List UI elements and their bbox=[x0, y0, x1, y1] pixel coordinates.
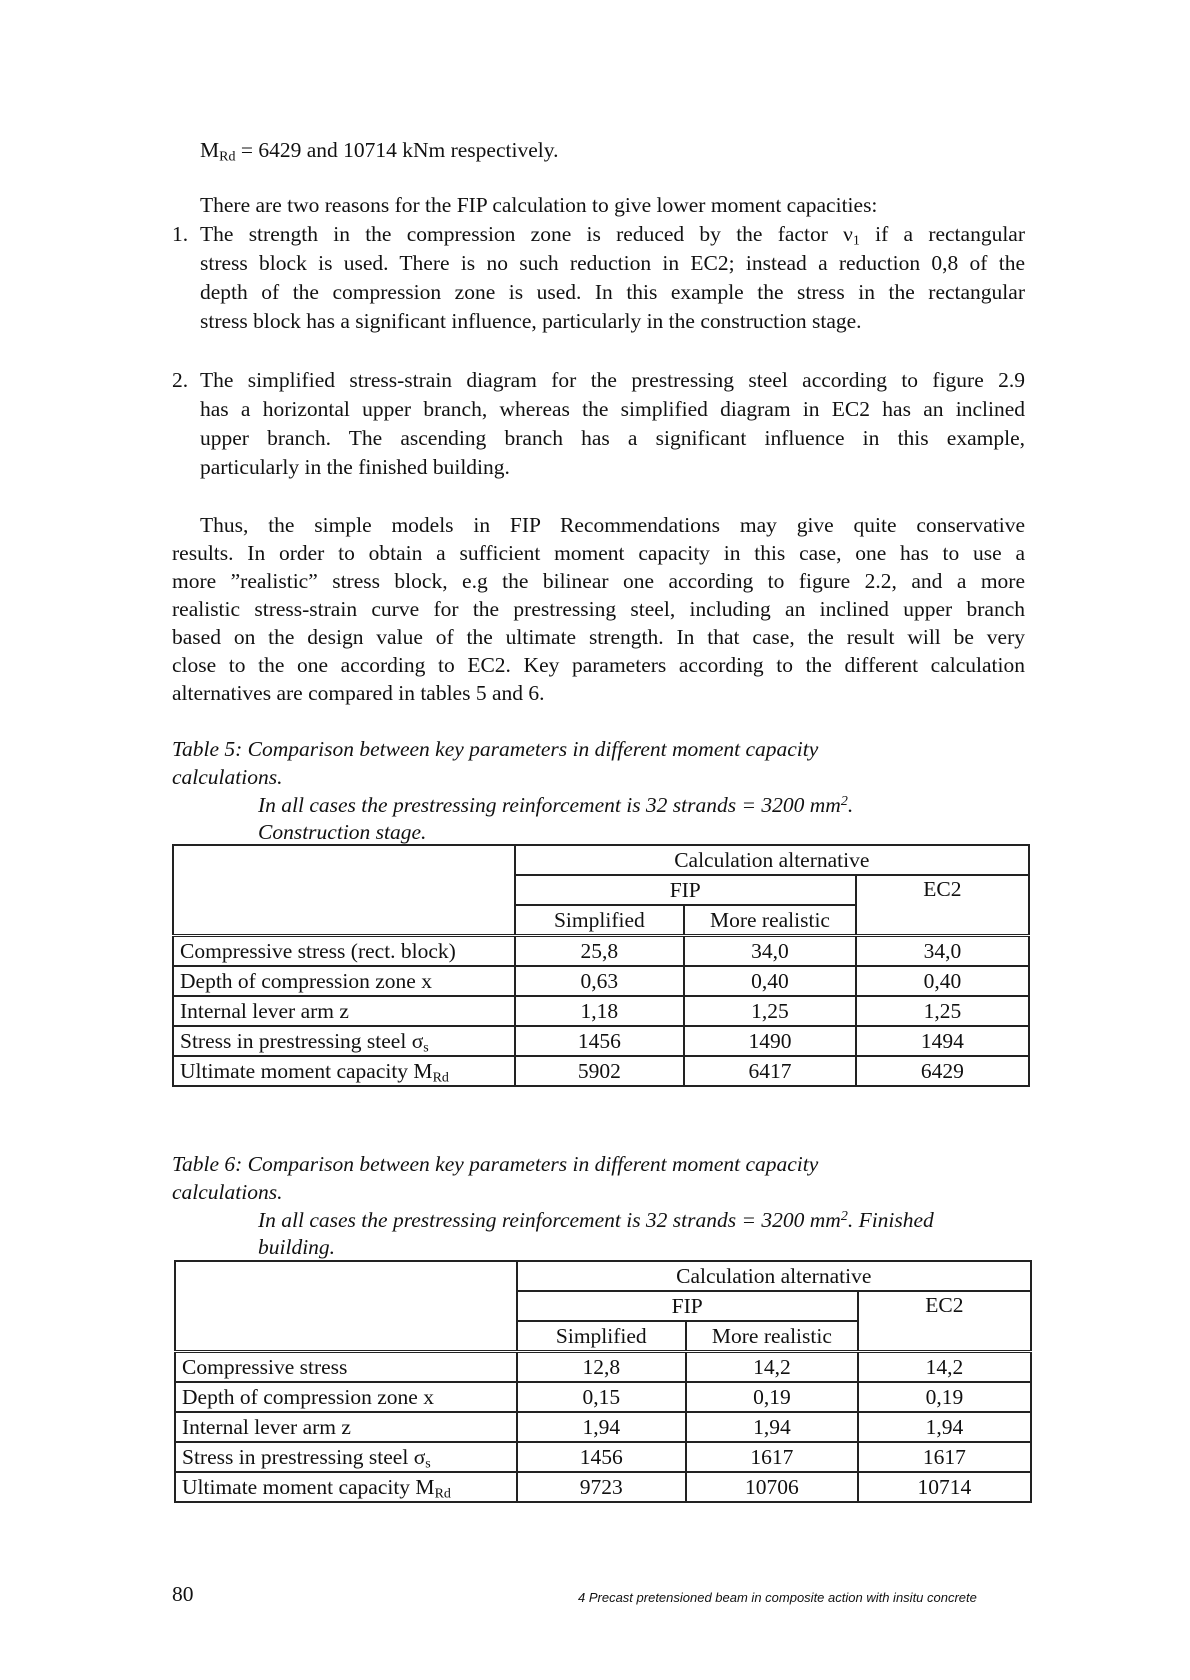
table-row bbox=[175, 1472, 1031, 1502]
table6-header-realistic: More realistic bbox=[686, 1321, 858, 1352]
value-realistic: 10706 bbox=[686, 1472, 858, 1502]
list-marker-1: 1. bbox=[172, 222, 189, 246]
thus-paragraph-line-2: results. In order to obtain a sufficient moment capacity in this case, one has to use a bbox=[172, 541, 1025, 565]
thus-paragraph-line-3: more ”realistic” stress block, e.g the bilinear one according to figure 2.2, and a more bbox=[172, 569, 1025, 593]
table-row bbox=[175, 1382, 1031, 1412]
value-realistic: 6417 bbox=[684, 1056, 856, 1086]
table5-corner-cell bbox=[173, 845, 515, 936]
table5-caption-line-3: In all cases the prestressing reinforcement is 32 strands = 3200 $mm^2$. bbox=[258, 793, 854, 817]
list-item-2-line-4: particularly in the finished building. bbox=[200, 455, 510, 479]
table-row bbox=[173, 966, 1029, 996]
thus-paragraph-line-1: Thus, the simple models in FIP Recommendations may give quite conservative bbox=[200, 513, 1025, 537]
table6-corner-cell bbox=[175, 1261, 517, 1352]
value-realistic: 34,0 bbox=[684, 936, 856, 967]
value-simplified: 5902 bbox=[515, 1056, 685, 1086]
value-realistic: 1,94 bbox=[686, 1412, 858, 1442]
value-simplified: 0,63 bbox=[515, 966, 685, 996]
table-row bbox=[175, 1442, 1031, 1472]
thus-paragraph-line-6: close to the one according to EC2. Key parameters according to the different calculation bbox=[172, 653, 1025, 677]
list-item-2-line-2: has a horizontal upper branch, whereas the simplified diagram in EC2 has an inclined bbox=[200, 397, 1025, 421]
table6-caption-line-2: calculations. bbox=[172, 1180, 283, 1204]
value-realistic: 14,2 bbox=[686, 1352, 858, 1383]
value-ec2: 10714 bbox=[858, 1472, 1031, 1502]
table-row bbox=[173, 996, 1029, 1026]
thus-paragraph-line-4: realistic stress-strain curve for the prestressing steel, including an inclined upper branch bbox=[172, 597, 1025, 621]
table5 bbox=[172, 844, 1030, 1087]
table5-caption-line-2: calculations. bbox=[172, 765, 283, 789]
table6-caption-line-4: building. bbox=[258, 1235, 336, 1259]
row-label: Depth of compression zone x bbox=[175, 1382, 517, 1412]
list-item-2-line-3: upper branch. The ascending branch has a significant influence in this example, bbox=[200, 426, 1025, 450]
thus-paragraph-line-5: based on the design value of the ultimate strength. In that case, the result will be very bbox=[172, 625, 1025, 649]
table-row bbox=[173, 1056, 1029, 1086]
table6-caption-line-1: Table 6: Comparison between key parameters in different moment capacity bbox=[172, 1152, 819, 1176]
value-realistic: 0,40 bbox=[684, 966, 856, 996]
value-realistic: 1,25 bbox=[684, 996, 856, 1026]
table5-header-ec2: EC2 bbox=[856, 875, 1029, 936]
page-number: 80 bbox=[172, 1582, 194, 1606]
row-label: Ultimate moment capacity $M_{Rd}$ bbox=[173, 1056, 515, 1086]
table-row bbox=[175, 1352, 1031, 1383]
row-label: Internal lever arm z bbox=[175, 1412, 517, 1442]
row-label: Compressive stress bbox=[175, 1352, 517, 1383]
table5-caption-line-1: Table 5: Comparison between key parameters in different moment capacity bbox=[172, 737, 819, 761]
value-ec2: 34,0 bbox=[856, 936, 1029, 967]
value-ec2: 1617 bbox=[858, 1442, 1031, 1472]
value-simplified: 9723 bbox=[517, 1472, 687, 1502]
table-row bbox=[173, 1026, 1029, 1056]
value-realistic: 1617 bbox=[686, 1442, 858, 1472]
table6-header-fip: FIP bbox=[517, 1291, 858, 1321]
table6-header-simplified: Simplified bbox=[517, 1321, 687, 1352]
list-item-1-line-4: stress block has a significant influence, particularly in the construction stage. bbox=[200, 309, 862, 333]
reasons-lead: There are two reasons for the FIP calculation to give lower moment capacities: bbox=[200, 193, 878, 217]
value-ec2: 1494 bbox=[856, 1026, 1029, 1056]
value-simplified: 1,94 bbox=[517, 1412, 687, 1442]
value-realistic: 0,19 bbox=[686, 1382, 858, 1412]
list-item-1-line-1: The strength in the compression zone is reduced by the factor $\nu_1$ if a rectangular bbox=[200, 222, 1026, 249]
value-realistic: 1490 bbox=[684, 1026, 856, 1056]
list-item-1-line-2: stress block is used. There is no such reduction in EC2; instead a reduction 0,8 of the bbox=[200, 251, 1025, 275]
value-simplified: 1456 bbox=[517, 1442, 687, 1472]
row-label: Compressive stress (rect. block) bbox=[173, 936, 515, 967]
value-simplified: 25,8 bbox=[515, 936, 685, 967]
table5-header-simplified: Simplified bbox=[515, 905, 685, 936]
row-label: Stress in prestressing steel $\sigma_s$ bbox=[175, 1442, 517, 1472]
table6-caption-line-3: In all cases the prestressing reinforcement is 32 strands = 3200 $mm^2$. Finished bbox=[258, 1208, 934, 1232]
value-ec2: 14,2 bbox=[858, 1352, 1031, 1383]
table6-header-ec2: EC2 bbox=[858, 1291, 1031, 1352]
row-label: Stress in prestressing steel $\sigma_s$ bbox=[173, 1026, 515, 1056]
table6-header-group: Calculation alternative bbox=[517, 1261, 1031, 1291]
table5-header-fip: FIP bbox=[515, 875, 856, 905]
running-title: 4 Precast pretensioned beam in composite action with insitu concrete bbox=[578, 1590, 977, 1605]
mrd-result-line: $M_{Rd} = 6429$ and 10714 kNm respectively. bbox=[200, 138, 559, 165]
value-simplified: 0,15 bbox=[517, 1382, 687, 1412]
value-ec2: 1,25 bbox=[856, 996, 1029, 1026]
value-ec2: 0,19 bbox=[858, 1382, 1031, 1412]
table5-header-group: Calculation alternative bbox=[515, 845, 1029, 875]
table5-caption-line-4: Construction stage. bbox=[258, 820, 427, 844]
value-simplified: 12,8 bbox=[517, 1352, 687, 1383]
table-row bbox=[175, 1412, 1031, 1442]
list-marker-2: 2. bbox=[172, 368, 189, 392]
table-row bbox=[173, 936, 1029, 967]
value-ec2: 1,94 bbox=[858, 1412, 1031, 1442]
table5-header-realistic: More realistic bbox=[684, 905, 856, 936]
value-simplified: 1,18 bbox=[515, 996, 685, 1026]
table6 bbox=[174, 1260, 1032, 1503]
list-item-1-line-3: depth of the compression zone is used. In this example the stress in the rectangular bbox=[200, 280, 1025, 304]
value-simplified: 1456 bbox=[515, 1026, 685, 1056]
thus-paragraph-line-7: alternatives are compared in tables 5 and 6. bbox=[172, 681, 545, 705]
value-ec2: 6429 bbox=[856, 1056, 1029, 1086]
value-ec2: 0,40 bbox=[856, 966, 1029, 996]
row-label: Internal lever arm z bbox=[173, 996, 515, 1026]
row-label: Depth of compression zone x bbox=[173, 966, 515, 996]
list-item-2-line-1: The simplified stress-strain diagram for the prestressing steel according to figure 2.9 bbox=[200, 368, 1025, 392]
row-label: Ultimate moment capacity $M_{Rd}$ bbox=[175, 1472, 517, 1502]
